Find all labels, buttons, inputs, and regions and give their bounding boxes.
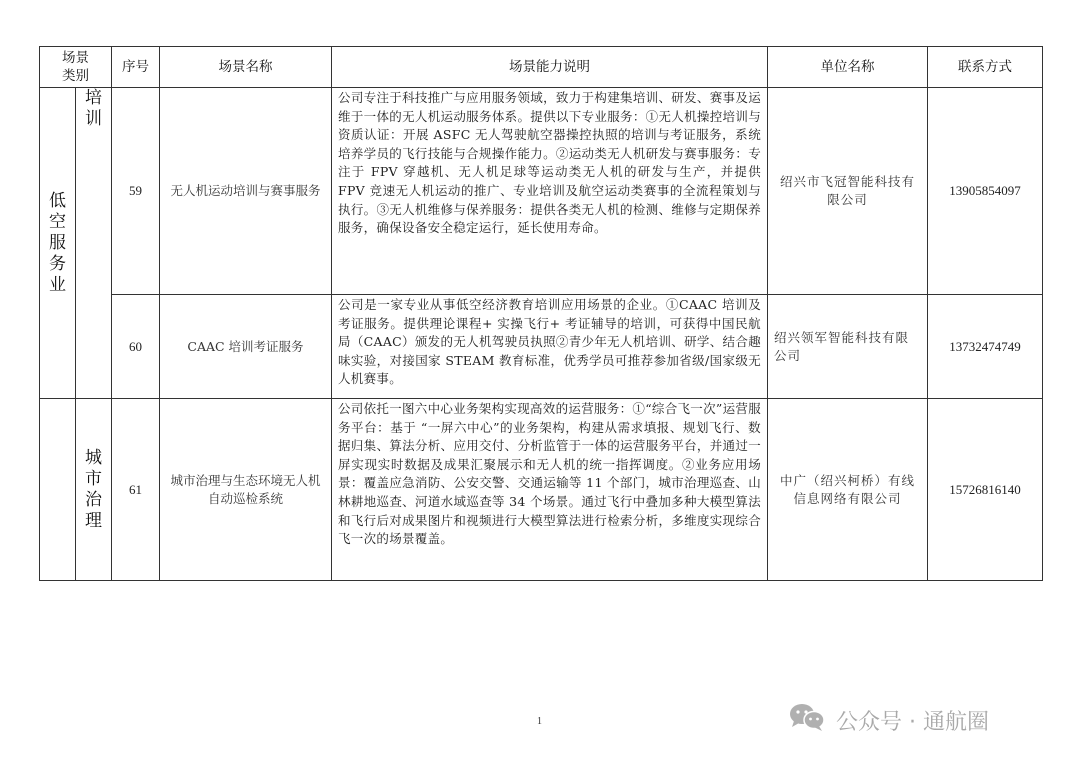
table-row: [40, 399, 1043, 581]
category-main-label: 低空服务业: [49, 190, 66, 295]
subcategory-cell: [76, 88, 112, 399]
subcategory-label: 培训: [85, 88, 102, 129]
header-unit: 单位名称: [768, 47, 928, 88]
page-number: 1: [537, 716, 542, 727]
table-header-row: [40, 47, 1043, 88]
subcategory-label: 城市治理: [85, 447, 102, 531]
contact-phone: 13905854097: [928, 88, 1043, 295]
header-capability: 场景能力说明: [332, 47, 768, 88]
category-main-cell: [40, 88, 76, 399]
header-contact: 联系方式: [928, 47, 1043, 88]
row-number: 59: [112, 88, 160, 295]
watermark: [788, 702, 989, 738]
row-number: 61: [112, 399, 160, 581]
capability-description: 公司是一家专业从事低空经济教育培训应用场景的企业。①CAAC 培训及考证服务。提供理论课程+ 实操飞行+ 考证辅导的培训，可获得中国民航局（CAAC）颁发的无人机驾驶员执照②青少年无人机培训、研学、结合趣味实验，对接国家 STEAM 教育标准，优秀学员可推荐参加省级/国家级无人机赛事。: [332, 295, 768, 399]
header-category: 场景类别: [40, 47, 112, 88]
wechat-icon: [788, 702, 828, 738]
category-main-cell-continued: [40, 399, 76, 581]
row-number: 60: [112, 295, 160, 399]
scene-name: 无人机运动培训与赛事服务: [160, 88, 332, 295]
contact-phone: 13732474749: [928, 295, 1043, 399]
subcategory-cell: [76, 399, 112, 581]
capability-description: 公司专注于科技推广与应用服务领域，致力于构建集培训、研发、赛事及运维于一体的无人机运动服务体系。提供以下专业服务：①无人机操控培训与资质认证：开展 ASFC 无人驾驶航空器操控执照的培训与考证服务，系统培养学员的飞行技能与合规操作能力。②运动类无人机研发与赛事服务：专注于 FPV 穿越机、无人机足球等运动类无人机的研发与生产，并提供 FPV 竞速无人机运动的推广、专业培训及航空运动类赛事的全流程策划与执行。③无人机维修与保养服务：提供各类无人机的检测、维修与定期保养服务，确保设备安全稳定运行，延长使用寿命。: [332, 88, 768, 295]
table-row: [40, 295, 1043, 399]
capability-description: 公司依托一图六中心业务架构实现高效的运营服务：①“综合飞一次”运营服务平台：基于 “一屏六中心”的业务架构，构建从需求填报、规划飞行、数据归集、算法分析、应用交付、分析监管于一体的运营服务平台，并通过一屏实现实时数据及成果汇聚展示和无人机的统一指挥调度。②业务应用场景：覆盖应急消防、公安交警、交通运输等 11 个部门，城市治理巡查、山林耕地巡查、河道水域巡查等 34 个场景。通过飞行中叠加多种大模型算法和飞行后对成果图片和视频进行大模型算法进行检索分析，多维度实现综合飞一次的场景覆盖。: [332, 399, 768, 581]
scenario-table: [39, 46, 1043, 581]
contact-phone: 15726816140: [928, 399, 1043, 581]
scene-name: 城市治理与生态环境无人机自动巡检系统: [160, 399, 332, 581]
header-number: 序号: [112, 47, 160, 88]
watermark-text: 公众号 · 通航圈: [836, 709, 989, 735]
header-scene-name: 场景名称: [160, 47, 332, 88]
unit-name: 绍兴市飞冠智能科技有限公司: [768, 88, 928, 295]
unit-name: 绍兴领军智能科技有限公司: [768, 295, 928, 399]
scene-name: CAAC 培训考证服务: [160, 295, 332, 399]
unit-name: 中广（绍兴柯桥）有线信息网络有限公司: [768, 399, 928, 581]
table-row: [40, 88, 1043, 295]
